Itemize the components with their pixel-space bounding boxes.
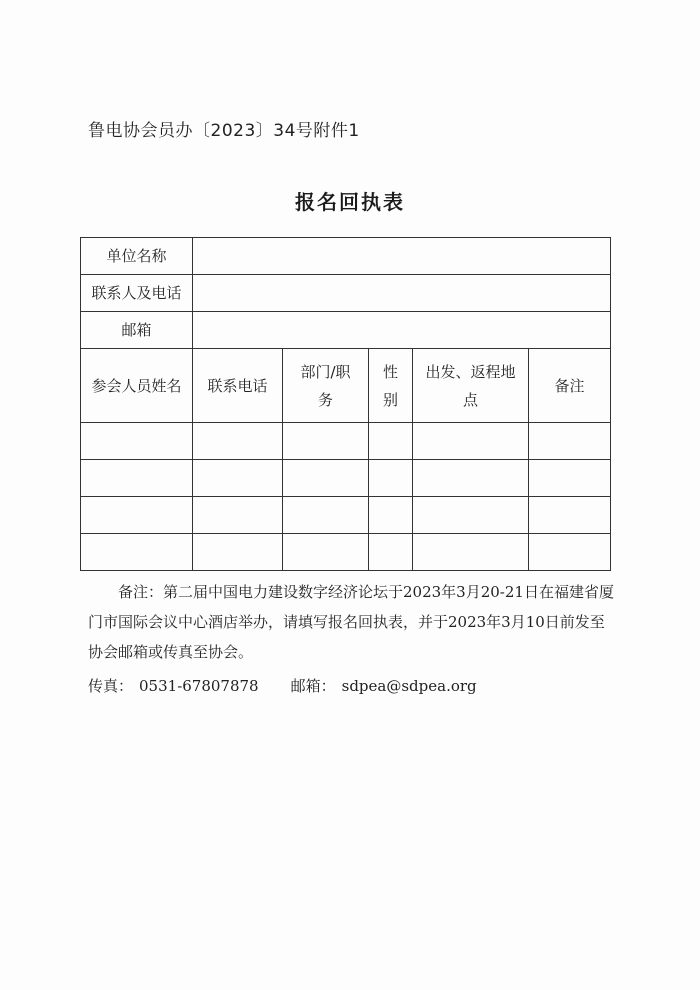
attendee-row <box>81 534 611 571</box>
contact-info <box>88 675 477 696</box>
attendee-cell[interactable] <box>413 460 529 497</box>
attendee-cell[interactable] <box>529 423 611 460</box>
attendee-cell[interactable] <box>369 460 413 497</box>
col-gender <box>369 349 413 423</box>
attendee-cell[interactable] <box>283 460 369 497</box>
attendee-cell[interactable] <box>529 497 611 534</box>
attendee-cell[interactable] <box>283 534 369 571</box>
remark-note <box>88 577 616 667</box>
attendee-cell[interactable] <box>81 534 193 571</box>
attendee-cell[interactable] <box>413 423 529 460</box>
email-label: 邮箱 <box>81 312 193 349</box>
email-field[interactable] <box>193 312 611 349</box>
fax-value: 0531-67807878 <box>139 677 259 695</box>
attendee-cell[interactable] <box>283 423 369 460</box>
unit-name-field[interactable] <box>193 238 611 275</box>
email-value[interactable]: sdpea@sdpea.org <box>341 677 477 695</box>
fax-label: 传真： <box>88 677 134 695</box>
contact-person-field[interactable] <box>193 275 611 312</box>
attendee-cell[interactable] <box>81 497 193 534</box>
col-departure-return <box>413 349 529 423</box>
attendee-cell[interactable] <box>369 534 413 571</box>
email-label: 邮箱： <box>290 677 336 695</box>
registration-form-table <box>80 237 611 571</box>
attendee-cell[interactable] <box>369 497 413 534</box>
attendee-cell[interactable] <box>529 460 611 497</box>
attendee-row <box>81 497 611 534</box>
col-contact-phone: 联系电话 <box>193 349 283 423</box>
contact-person-row <box>81 275 611 312</box>
attendee-cell[interactable] <box>413 497 529 534</box>
attachment-reference: 鲁电协会员办〔2023〕34号附件1 <box>88 121 360 141</box>
attendee-cell[interactable] <box>193 460 283 497</box>
attendee-cell[interactable] <box>193 534 283 571</box>
page-title: 报名回执表 <box>295 190 405 214</box>
attendee-cell[interactable] <box>413 534 529 571</box>
col-gender-text: 性别 <box>382 362 398 409</box>
col-remarks: 备注 <box>529 349 611 423</box>
unit-name-row <box>81 238 611 275</box>
attendee-cell[interactable] <box>193 423 283 460</box>
contact-person-label: 联系人及电话 <box>81 275 193 312</box>
attendee-cell[interactable] <box>529 534 611 571</box>
attendee-cell[interactable] <box>81 423 193 460</box>
attendee-row <box>81 460 611 497</box>
attendee-header-row <box>81 349 611 423</box>
attendee-cell[interactable] <box>283 497 369 534</box>
attendee-cell[interactable] <box>81 460 193 497</box>
col-department-position <box>283 349 369 423</box>
email-row <box>81 312 611 349</box>
attendee-cell[interactable] <box>193 497 283 534</box>
unit-name-label: 单位名称 <box>81 238 193 275</box>
col-departure-return-text: 出发、返程地点 <box>425 362 516 409</box>
col-department-position-text: 部门/职务 <box>300 362 351 409</box>
remark-text: 备注：第二届中国电力建设数字经济论坛于2023年3月20-21日在福建省厦门市国际会议中心酒店举办，请填写报名回执表，并于2023年3月10日前发至协会邮箱或传真至协会。 <box>88 583 614 661</box>
attendee-row <box>81 423 611 460</box>
col-attendee-name: 参会人员姓名 <box>81 349 193 423</box>
attendee-cell[interactable] <box>369 423 413 460</box>
